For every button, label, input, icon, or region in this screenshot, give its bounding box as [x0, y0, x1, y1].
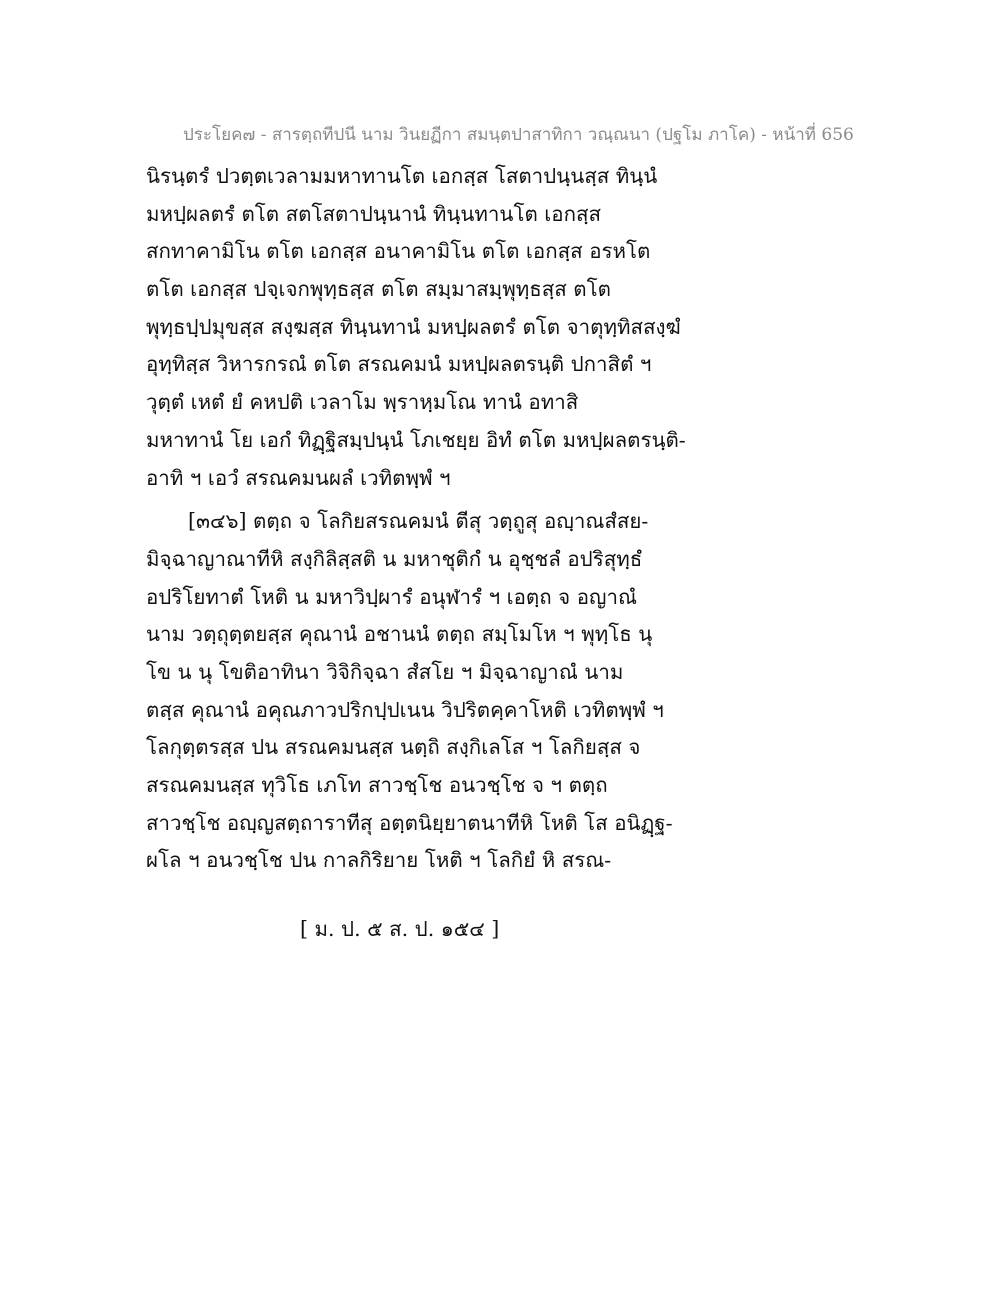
text-line: สกทาคามิโน ตโต เอกสฺส อนาคามิโน ตโต เอกสฺส อรหโต [146, 239, 651, 264]
paragraph-2 [146, 503, 706, 880]
text-line: มหปฺผลตรํ ตโต สตโสตาปนฺนานํ ทินฺนทานโต เอกสฺส [146, 201, 602, 226]
page-header: ประโยค๗ - สารตฺถทีปนี นาม วินยฏีกา สมนฺตปาสาทิกา วณฺณนา (ปฐโม ภาโค) - หน้าที่ 656 [183, 125, 854, 145]
text-line: มิจฺฉาญาณาทีหิ สงฺกิลิสฺสติ น มหาชุติกํ น อุชฺชลํ อปริสุทฺธํ [146, 546, 643, 571]
text-line: โลกุตฺตรสฺส ปน สรณคมนสฺส นตฺถิ สงฺกิเลโส ฯ โลกิยสฺส จ [146, 735, 641, 760]
text-line: อาทิ ฯ เอวํ สรณคมนผลํ เวทิตพฺพํ ฯ [146, 465, 451, 490]
text-line: อุทฺทิสฺส วิหารกรณํ ตโต สรณคมนํ มหปฺผลตรนฺติ ปกาสิตํ ฯ [146, 352, 652, 377]
text-line: ตโต เอกสฺส ปจฺเจกพุทฺธสฺส ตโต สมฺมาสมฺพุทฺธสฺส ตโต [146, 277, 611, 302]
paragraph-1 [146, 158, 706, 497]
text-line: สาวชฺโช อญฺญสตฺถาราทีสุ อตฺตนิยฺยาตนาทีหิ โหติ โส อนิฏฺฐ- [146, 810, 673, 835]
text-line: นิรนฺตรํ ปวตฺตเวลามมหาทานโต เอกสฺส โสตาปนฺนสฺส ทินฺนํ [146, 164, 658, 188]
text-line: อปริโยทาตํ โหติ น มหาวิปฺผารํ อนุฬารํ ฯ เอตฺถ จ อญาณํ [146, 584, 638, 609]
text-line: วุตฺตํ เหตํ ยํ คหปติ เวลาโม พฺราหฺมโณ ทานํ อทาสิ [146, 390, 579, 415]
body-text [146, 158, 706, 880]
text-line: นาม วตฺถุตฺตยสฺส คุณานํ อชานนํ ตตฺถ สมฺโมโห ฯ พุทฺโธ นุ [146, 622, 653, 647]
text-line: ผโล ฯ อนวชฺโช ปน กาลกิริยาย โหติ ฯ โลกิยํ หิ สรณ- [146, 848, 612, 873]
text-line: สรณคมนสฺส ทุวิโธ เภโท สาวชฺโช อนวชฺโช จ ฯ ตตฺถ [146, 773, 608, 797]
text-line: พุทฺธปฺปมุขสฺส สงฺฆสฺส ทินฺนทานํ มหปฺผลตรํ ตโต จาตุทฺทิสสงฺฆํ [146, 314, 681, 339]
text-line: มหาทานํ โย เอกํ ทิฏฺฐิสมฺปนฺนํ โภเชยฺย อิทํ ตโต มหปฺผลตรนฺติ- [146, 427, 686, 452]
text-line: โข น นุ โขติอาทินา วิจิกิจฺฉา สํสโย ฯ มิจฺฉาญาณํ นาม [146, 659, 624, 684]
text-line: ตสฺส คุณานํ อคุณภาวปริกปฺปเนน วิปริตคฺคาโหติ เวทิตพฺพํ ฯ [146, 697, 664, 722]
page-reference-footnote: [ ม. ป. ๕ ส. ป. ๑๕๔ ] [300, 917, 500, 941]
text-line: [๓๔๖] ตตฺถ จ โลกิยสรณคมนํ ตีสุ วตฺถูสุ อญฺาณสํสย- [188, 509, 649, 534]
